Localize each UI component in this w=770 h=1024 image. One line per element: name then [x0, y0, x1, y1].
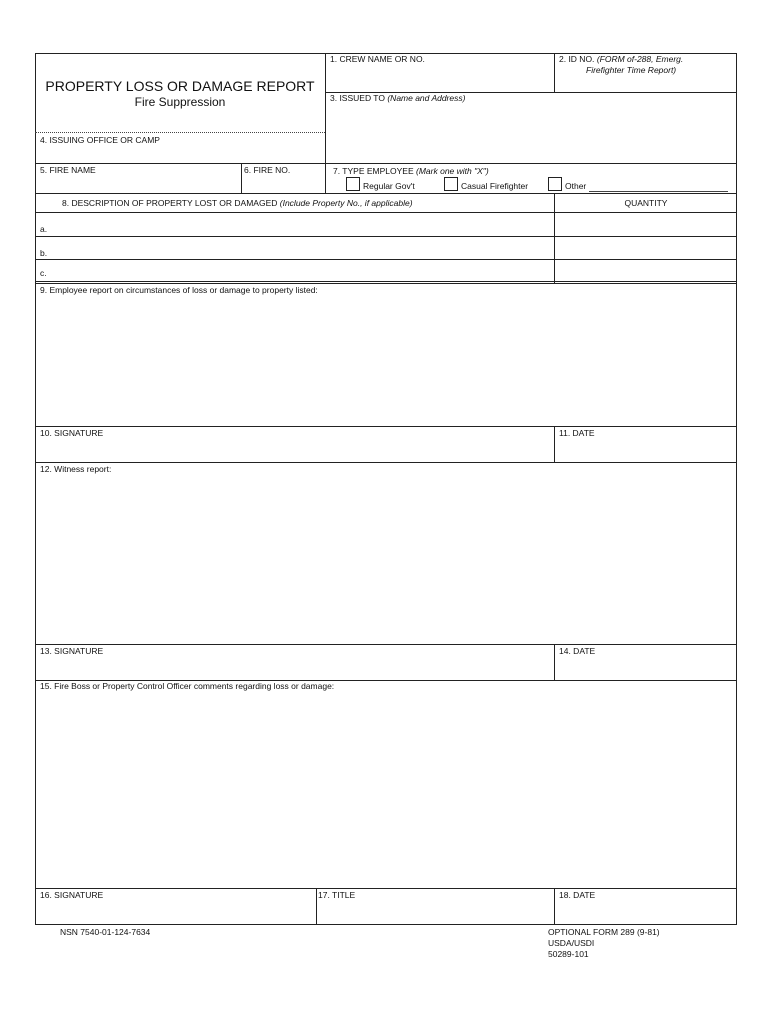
id-no-label: 2. ID NO. (FORM of-288, Emerg.: [559, 54, 684, 64]
optional-form-number: OPTIONAL FORM 289 (9-81): [548, 927, 660, 937]
form-subtitle: Fire Suppression: [134, 95, 226, 109]
quantity-row-c[interactable]: [555, 260, 736, 281]
other-label: Other: [565, 181, 587, 191]
type-employee-label: 7. TYPE EMPLOYEE (Mark one with "X"): [333, 166, 489, 176]
other-specify-line[interactable]: [589, 191, 728, 192]
regular-govt-label: Regular Gov't: [363, 181, 415, 191]
officer-comments-field[interactable]: [36, 681, 736, 888]
casual-firefighter-label: Casual Firefighter: [461, 181, 529, 191]
fire-name-label: 5. FIRE NAME: [40, 165, 96, 175]
fire-no-label: 6. FIRE NO.: [244, 165, 291, 175]
description-label: 8. DESCRIPTION OF PROPERTY LOST OR DAMAGED (Include Property No., if applicable): [62, 198, 413, 208]
employee-date-label: 11. DATE: [559, 428, 595, 438]
agency-code: USDA/USDI: [548, 938, 595, 948]
witness-report-label: 12. Witness report:: [40, 464, 112, 474]
row-b-label: b.: [40, 248, 48, 258]
witness-date-label: 14. DATE: [559, 646, 596, 656]
employee-report-label: 9. Employee report on circumstances of loss or damage to property listed:: [40, 285, 318, 295]
id-no-note: Firefighter Time Report): [586, 65, 677, 75]
quantity-label: QUANTITY: [624, 198, 668, 208]
quantity-row-b[interactable]: [555, 237, 736, 259]
description-row-b[interactable]: [36, 237, 554, 259]
casual-firefighter-checkbox[interactable]: [444, 177, 458, 191]
row-a-label: a.: [40, 224, 48, 234]
form-title: PROPERTY LOSS OR DAMAGE REPORT: [45, 78, 315, 94]
other-checkbox[interactable]: [548, 177, 562, 191]
row-c-label: c.: [40, 268, 47, 278]
stock-number: 50289-101: [548, 949, 589, 959]
issuing-office-label: 4. ISSUING OFFICE OR CAMP: [40, 135, 160, 145]
employee-report-field[interactable]: [36, 284, 736, 426]
quantity-row-a[interactable]: [555, 213, 736, 236]
officer-date-label: 18. DATE: [559, 890, 596, 900]
nsn-number: NSN 7540-01-124-7634: [60, 927, 151, 937]
witness-signature-field[interactable]: [36, 645, 554, 680]
officer-signature-label: 16. SIGNATURE: [40, 890, 104, 900]
description-row-a[interactable]: [36, 213, 554, 236]
crew-name-label: 1. CREW NAME OR NO.: [330, 54, 425, 64]
issued-to-label: 3. ISSUED TO (Name and Address): [330, 93, 466, 103]
officer-title-label: 17. TITLE: [318, 890, 356, 900]
regular-govt-checkbox[interactable]: [346, 177, 360, 191]
description-row-c[interactable]: [36, 260, 554, 281]
witness-report-field[interactable]: [36, 463, 736, 644]
witness-signature-label: 13. SIGNATURE: [40, 646, 104, 656]
employee-signature-field[interactable]: [36, 427, 554, 462]
employee-signature-label: 10. SIGNATURE: [40, 428, 104, 438]
officer-comments-label: 15. Fire Boss or Property Control Officer comments regarding loss or damage:: [40, 681, 335, 691]
